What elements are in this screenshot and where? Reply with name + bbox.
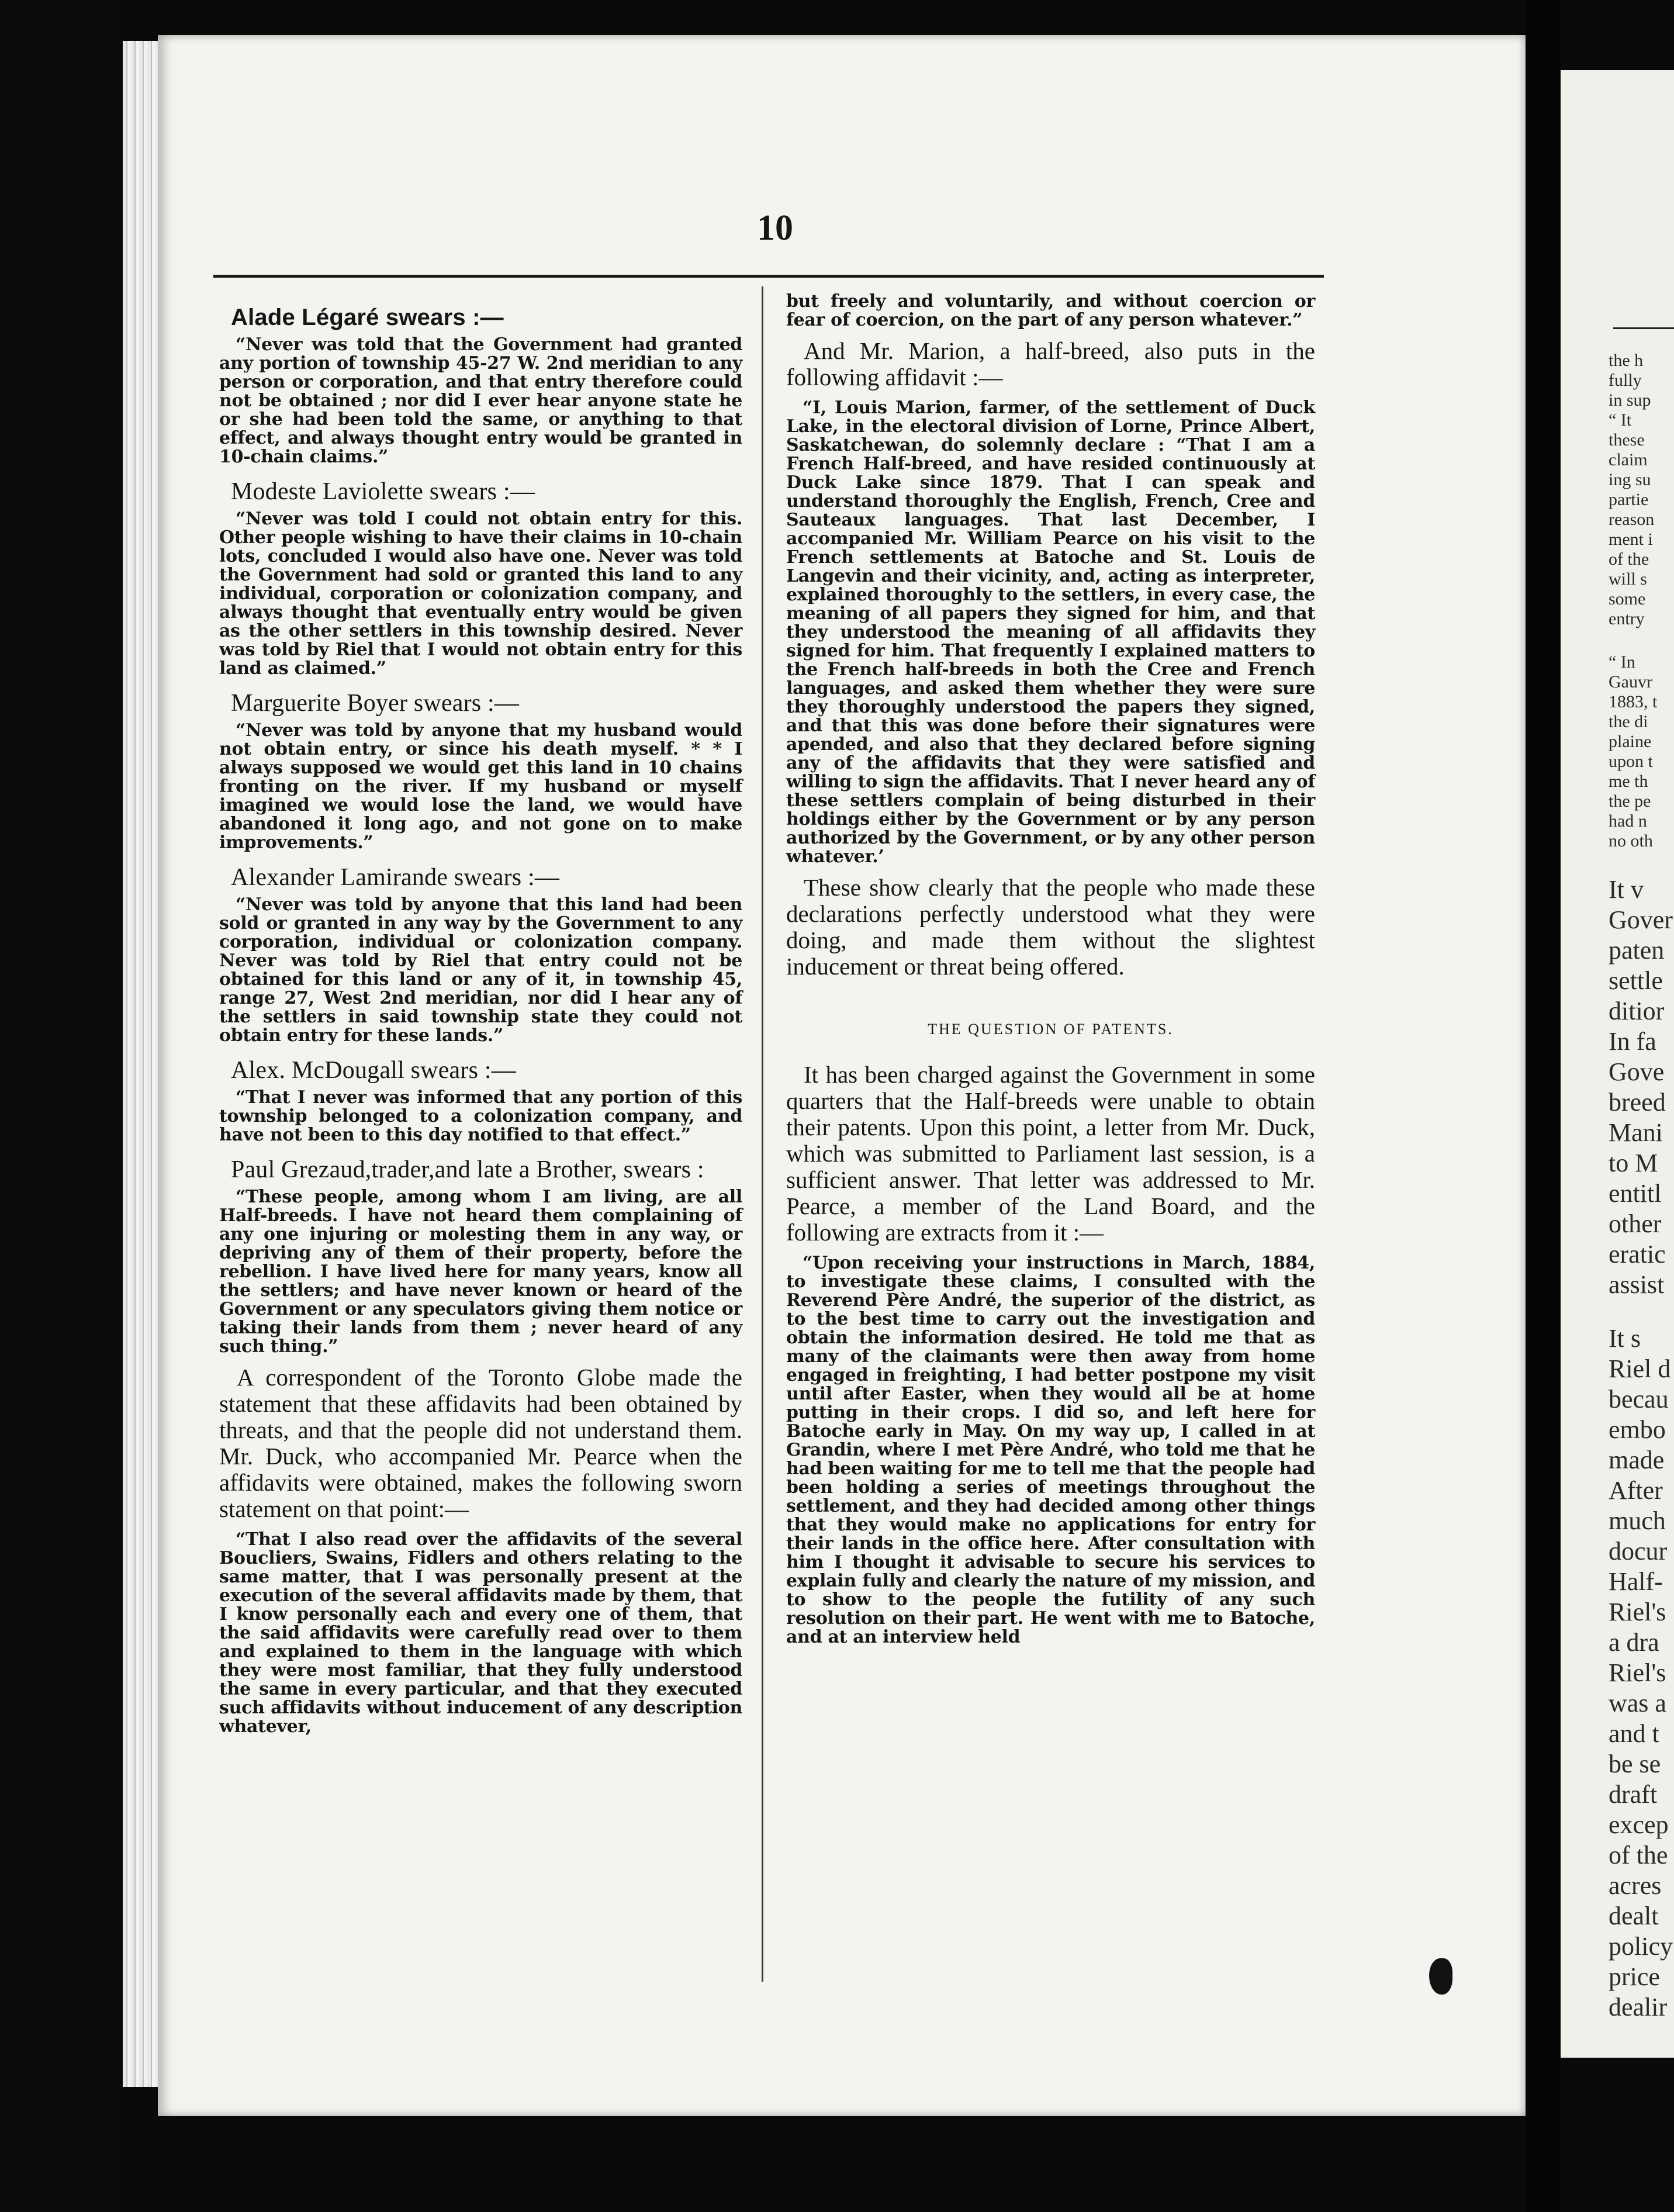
adjacent-page-text: some	[1609, 589, 1646, 609]
left-column	[219, 292, 742, 1744]
sworn-statement: “Never was told I could not obtain entry for this. Other people wishing to have their claims in 10-chain lots, concluded I would also have one. Never was told the Government had sold or granted this land to any individual, corporation or colonization company, and always thought that eventually entry would be given as the other settlers in this township desired. Never was told by Riel that I would not obtain entry for this land as claimed.”	[219, 509, 742, 679]
adjacent-page-text: embo	[1609, 1415, 1666, 1444]
adjacent-page-text: dealir	[1609, 1993, 1668, 2021]
adjacent-page-fragment	[1561, 70, 1674, 2058]
adjacent-page-text: dealt	[1609, 1902, 1659, 1930]
adjacent-page-text: of the	[1609, 549, 1649, 569]
affiant-heading: Modeste Laviolette swears :—	[231, 478, 535, 505]
adjacent-page-text: upon t	[1609, 752, 1653, 771]
adjacent-page-text: partie	[1609, 490, 1649, 509]
adjacent-page-text: It s	[1609, 1324, 1641, 1353]
adjacent-page-text: Gover	[1609, 905, 1673, 934]
adjacent-page-text: Mani	[1609, 1118, 1663, 1147]
column-divider	[762, 286, 763, 1982]
adjacent-page-text: entitl	[1609, 1179, 1662, 1208]
adjacent-page-text: “ In	[1609, 652, 1635, 672]
affiant-heading: Paul Grezaud,trader,and late a Brother, swears :	[231, 1156, 704, 1183]
sworn-statement: “These people, among whom I am living, are all Half-breeds. I have not heard them complaining of any one injuring or molesting them in any way, or depriving any of them of their property, before the rebellion. I have lived here for many years, know all the settlers; and have never known or heard of the Government or any speculators giving them notice or taking their lands from them ; never heard of any such thing.”	[219, 1187, 742, 1357]
adjacent-page-text: will s	[1609, 569, 1647, 589]
sworn-statement: “I, Louis Marion, farmer, of the settlement of Duck Lake, in the electoral division of Lorne, Prince Albert, Saskatchewan, do solemnly declare : “That I am a French Half-breed, and have resided continuously at Duck Lake since 1879. That I can speak and understand thoroughly the English, French, Cree and Sauteaux languages. That last December, I accompanied Mr. William Pearce on his visit to the French settlements at Batoche and St. Louis de Langevin and their vicinity, and, acting as interpreter, explained thoroughly to the settlers, in every case, the meaning of all papers they signed for him, and that they understood the meaning of all affidavits they signed for him. That frequently I explained matters to the French half-breeds in both the Cree and French languages, and asked them whether they were sure they thoroughly understood the papers they signed, and that this was done before their signatures were apended, and also that they declared before signing any of the affidavits that they were satisfied and willing to sign the affidavits. That I never heard any of these settlers complain of being disturbed in their holdings either by the Government or by any person authorized by the Government, or by any other person whatever.’	[786, 398, 1315, 867]
affiant-heading: Alex. McDougall swears :—	[231, 1057, 516, 1084]
adjacent-page-text: paten	[1609, 936, 1665, 965]
adjacent-page-text: in sup	[1609, 390, 1651, 410]
binding-gutter	[1526, 0, 1561, 2212]
adjacent-page-text: It v	[1609, 875, 1644, 904]
adjacent-page-text: eratic	[1609, 1240, 1666, 1269]
adjacent-page-text: claim	[1609, 450, 1648, 469]
adjacent-page-text: the h	[1609, 351, 1644, 370]
adjacent-page-text: price	[1609, 1962, 1660, 1991]
sworn-statement: “Never was told that the Government had granted any portion of township 45-27 W. 2nd meridian to any person or corporation, and that entry therefore could not be obtained ; nor did I ever hear anyone state he or she had been told the same, or anything to that effect, and always thought entry would be granted in 10-chain claims.”	[219, 334, 742, 467]
adjacent-page-text: be se	[1609, 1750, 1661, 1778]
affiant-heading: Alade Légaré swears :—	[231, 305, 504, 330]
adjacent-page-text: breed	[1609, 1088, 1666, 1117]
adjacent-page-text: no oth	[1609, 831, 1653, 851]
adjacent-page-text: docur	[1609, 1537, 1668, 1565]
adjacent-page-text: Gove	[1609, 1057, 1665, 1086]
adjacent-page-text: ditior	[1609, 997, 1665, 1025]
sworn-statement: “That I also read over the affidavits of the several Boucliers, Swains, Fidlers and others relating to the same matter, that I was personally present at the execution of the several affidavits made by them, that I know personally each and every one of them, that the said affidavits were carefully read over to them and explained to them in the language with which they were most familiar, that they fully understood the same in every particular, and that they executed such affidavits without inducement of any description whatever,	[219, 1529, 742, 1737]
adjacent-page-text: ment i	[1609, 530, 1653, 549]
body-paragraph: These show clearly that the people who made these declarations perfectly understood what they were doing, and made them without the slightest inducement or threat being offered.	[786, 874, 1315, 980]
adjacent-page-text: these	[1609, 430, 1645, 450]
adjacent-page-text: Riel's	[1609, 1598, 1666, 1626]
adjacent-page-text: becau	[1609, 1385, 1669, 1413]
adjacent-page-text: the pe	[1609, 792, 1651, 811]
adjacent-page-text: Riel d	[1609, 1354, 1671, 1383]
adjacent-page-text: fully	[1609, 371, 1642, 390]
adjacent-page-text: other	[1609, 1209, 1662, 1238]
adjacent-page-text: made	[1609, 1446, 1665, 1474]
adjacent-page-text: had n	[1609, 811, 1647, 831]
affiant-heading: Alexander Lamirande swears :—	[231, 864, 560, 891]
adjacent-page-text: and t	[1609, 1719, 1659, 1748]
adjacent-page-text: a dra	[1609, 1628, 1659, 1657]
adjacent-page-text: me th	[1609, 772, 1648, 791]
adjacent-page-text: assist	[1609, 1270, 1665, 1299]
adjacent-page-rule	[1613, 327, 1674, 329]
sworn-statement: “Never was told by anyone that this land had been sold or granted in any way by the Government to any corporation, individual or colonization company. Never was told by Riel that entry could not be obtained for this land or any of it, in township 45, range 27, West 2nd meridian, nor did I hear any of the settlers in said township state they could not obtain entry for these lands.”	[219, 894, 742, 1046]
adjacent-page-text: acres	[1609, 1871, 1662, 1900]
adjacent-page-text: of the	[1609, 1841, 1668, 1869]
ink-blot	[1429, 1958, 1452, 1995]
section-heading: THE QUESTION OF PATENTS.	[928, 1021, 1174, 1038]
adjacent-page-text: was a	[1609, 1689, 1666, 1717]
adjacent-page-text: After	[1609, 1476, 1663, 1505]
adjacent-page-text: ing su	[1609, 470, 1651, 489]
adjacent-page-text: entry	[1609, 609, 1645, 628]
adjacent-page-text: In fa	[1609, 1027, 1656, 1056]
body-paragraph: It has been charged against the Government in some quarters that the Half-breeds were unable to obtain their patents. Upon this point, a letter from Mr. Duck, which was submitted to Parliament last session, is a sufficient answer. That letter was addressed to Mr. Pearce, a member of the Land Board, and the following are extracts from it :—	[786, 1061, 1315, 1246]
body-paragraph: A correspondent of the Toronto Globe made the statement that these affidavits had been obtained by threats, and that the people did not understand them. Mr. Duck, who accompanied Mr. Pearce when the affidavits were obtained, makes the following sworn statement on that point:—	[219, 1364, 742, 1522]
right-column	[786, 292, 1315, 1655]
page-number: 10	[757, 208, 793, 248]
adjacent-page-text: draft	[1609, 1780, 1658, 1809]
scan-dark-margin	[0, 0, 117, 2212]
adjacent-page-text: policy	[1609, 1932, 1673, 1961]
affiant-heading: Marguerite Boyer swears :—	[231, 690, 520, 717]
adjacent-page-text: much	[1609, 1506, 1666, 1535]
adjacent-page-text: settle	[1609, 966, 1663, 995]
adjacent-page-text: plaine	[1609, 732, 1652, 751]
adjacent-page-text: Half-	[1609, 1567, 1663, 1596]
adjacent-page-text: the di	[1609, 712, 1648, 731]
adjacent-page-text: to M	[1609, 1149, 1658, 1177]
adjacent-page-text: Riel's	[1609, 1658, 1666, 1687]
header-rule	[213, 275, 1324, 278]
adjacent-page-text: excep	[1609, 1810, 1669, 1839]
adjacent-page-text: Gauvr	[1609, 672, 1652, 692]
body-paragraph: And Mr. Marion, a half-breed, also puts in the following affidavit :—	[786, 337, 1315, 390]
sworn-statement: “That I never was informed that any portion of this township belonged to a colonization company, and have not been to this day notified to that effect.”	[219, 1087, 742, 1145]
sworn-statement: “Never was told by anyone that my husband would not obtain entry, or since his death myself. * * I always supposed we would get this land in 10 chains fronting on the river. If my husband or myself imagined we would lose the land, we would have abandoned it long ago, and not gone on to make improvements.”	[219, 720, 742, 853]
adjacent-page-text: reason	[1609, 510, 1655, 529]
sworn-statement-continued: but freely and voluntarily, and without coercion or fear of coercion, on the part of any person whatever.”	[786, 291, 1315, 330]
adjacent-page-text: 1883, t	[1609, 692, 1658, 711]
sworn-statement: “Upon receiving your instructions in March, 1884, to investigate these claims, I consulted with the Reverend Père André, the superior of the district, as to the best time to carry out the investigation and obtain the information desired. He told me that as many of the claimants were then away from home engaged in freighting, I had better postpone my visit until after Easter, when they would all be at home putting in their crops. I did so, and left here for Batoche early in May. On my way up, I called in at Grandin, where I met Père André, who told me that he had been waiting for me to tell me that the people had been holding a series of meetings throughout the settlement, and they had decided among other things that they would make no applications for entry for their lands in the office here. After consultation with him I thought it advisable to secure his services to explain fully and clearly the nature of my mission, and to show to the people the futility of any such resolution on their part. He went with me to Batoche, and at an interview held	[786, 1253, 1315, 1647]
adjacent-page-text: “ It	[1609, 410, 1632, 430]
